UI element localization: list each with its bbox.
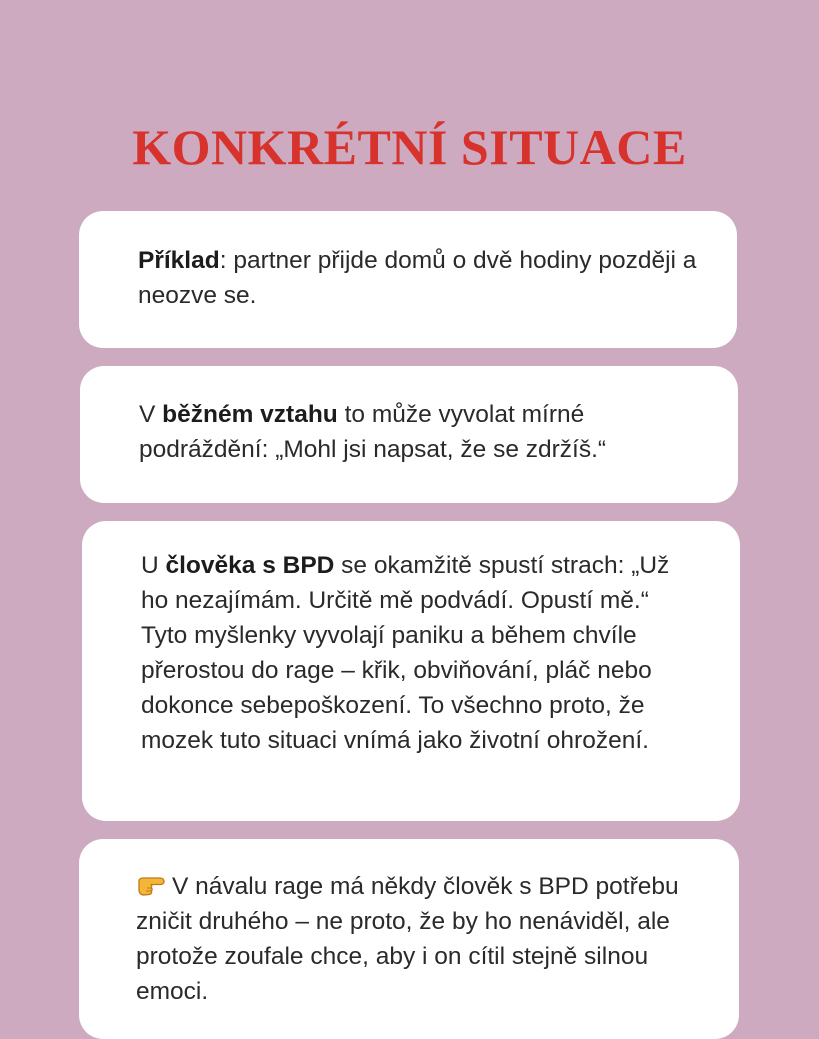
card-bold-text: člověka s BPD	[165, 552, 335, 579]
normal-relationship-card	[80, 366, 738, 503]
card-text: se okamžitě spustí strach: „Už ho nezajímám. Určitě mě podvádí. Opustí mě.“ Tyto myšlenky vyvolají paniku a během chvíle přerostou do rage – křik, obviňování, pláč nebo dokonce sebepoškození. To všechno proto, že mozek tuto situaci vnímá jako životní ohrožení.	[141, 552, 670, 754]
pointing-hand-icon	[136, 872, 166, 898]
card-bold-text: běžném vztahu	[162, 401, 338, 428]
card-text-prefix: V	[139, 401, 163, 428]
card-text: : partner přijde domů o dvě hodiny později a neozve se.	[138, 247, 697, 309]
bpd-person-card	[82, 521, 740, 821]
rage-note-card	[79, 839, 739, 1039]
page-title: KONKRÉTNÍ SITUACE	[132, 119, 687, 175]
card-text: to může vyvolat mírné podráždění: „Mohl jsi napsat, že se zdržíš.“	[139, 401, 607, 463]
card-text: V návalu rage má někdy člověk s BPD potřebu zničit druhého – ne proto, že by ho nenáviděl, ale protože zoufale chce, aby i on cítil stejně silnou emoci.	[136, 873, 679, 1005]
card-bold-text: Příklad	[138, 247, 220, 274]
card-text-prefix: U	[141, 552, 166, 579]
example-card	[79, 211, 737, 348]
